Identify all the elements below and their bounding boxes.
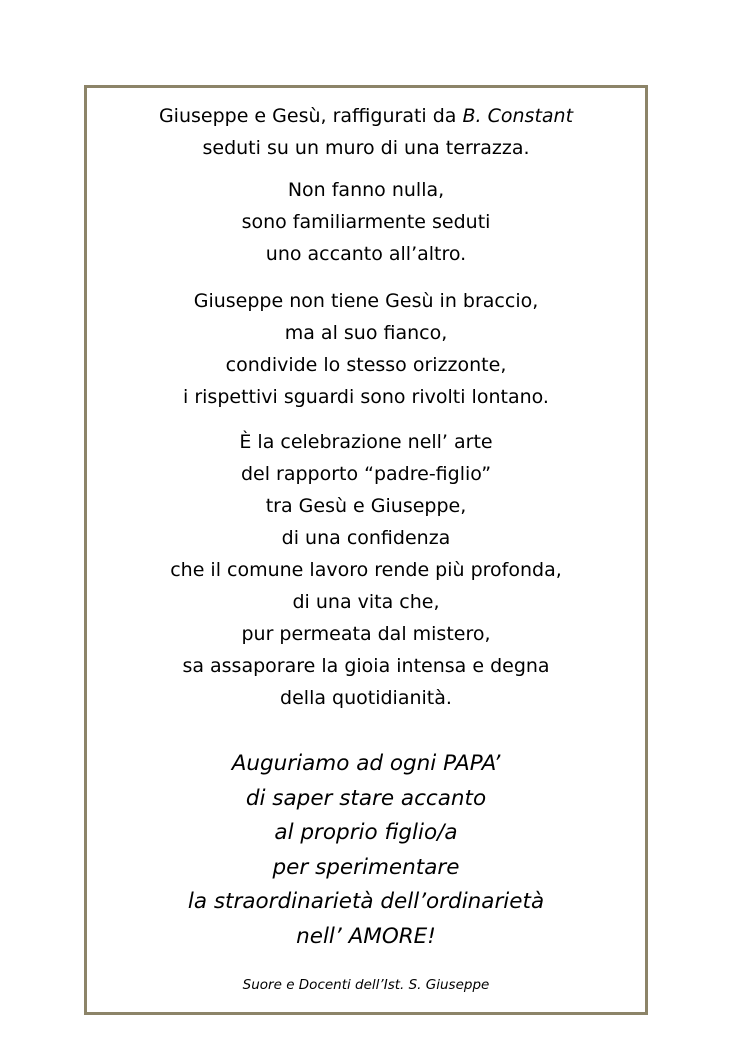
stanza-sitting <box>87 174 645 270</box>
stanza3-line: condivide lo stesso orizzonte, <box>225 354 507 376</box>
wish-line: la straordinarietà dell’ordinarietà <box>187 889 545 914</box>
signature-block <box>87 975 645 995</box>
stanza4-line: della quotidianità. <box>280 687 452 709</box>
stanza3-line: i rispettivi sguardi sono rivolti lontano. <box>183 386 549 408</box>
stanza-intro <box>87 100 645 164</box>
intro-line-2: seduti su un muro di una terrazza. <box>202 137 530 159</box>
wish-line: al proprio figlio/a <box>274 820 458 845</box>
stanza-horizon <box>87 285 645 413</box>
intro-line-1-text: Giuseppe e Gesù, raffigurati da <box>158 105 463 127</box>
stanza4-line: del rapporto “padre-figlio” <box>240 463 492 485</box>
stanza2-line: uno accanto all’altro. <box>265 243 467 265</box>
intro-line-1 <box>87 100 645 132</box>
stanza4-line: È la celebrazione nell’ arte <box>239 431 493 453</box>
stanza3-line: ma al suo fianco, <box>284 322 448 344</box>
stanza2-line: Non fanno nulla, <box>287 179 445 201</box>
card-frame <box>84 85 648 1015</box>
artist-name: B. Constant <box>462 105 574 127</box>
stanza4-line: di una confidenza <box>281 527 451 549</box>
stanza4-line: sa assaporare la gioia intensa e degna <box>182 655 550 677</box>
stanza3-line: Giuseppe non tiene Gesù in braccio, <box>193 290 539 312</box>
stanza2-line: sono familiarmente seduti <box>241 211 491 233</box>
signature: Suore e Docenti dell’Ist. S. Giuseppe <box>242 977 490 993</box>
wish-line: Auguriamo ad ogni PAPA’ <box>231 751 501 776</box>
stanza4-line: pur permeata dal mistero, <box>241 623 491 645</box>
wish-line: nell’ AMORE! <box>296 923 436 949</box>
fathers-day-wish <box>87 747 645 954</box>
stanza4-line: tra Gesù e Giuseppe, <box>265 495 467 517</box>
wish-line: per sperimentare <box>272 854 460 880</box>
stanza-celebration <box>87 426 645 714</box>
stanza4-line: che il comune lavoro rende più profonda, <box>170 559 562 581</box>
stanza4-line: di una vita che, <box>292 591 440 613</box>
wish-line: di saper stare accanto <box>245 785 487 811</box>
